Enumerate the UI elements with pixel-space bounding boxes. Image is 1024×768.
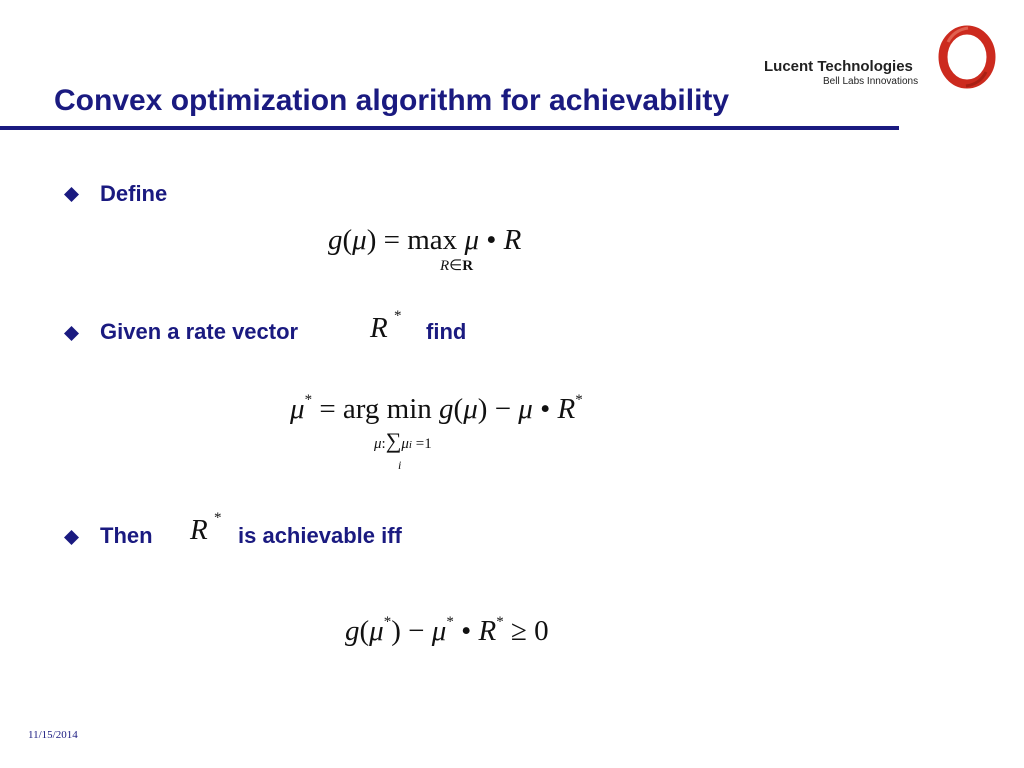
diamond-bullet-icon (64, 530, 79, 545)
logo-name: Lucent Technologies (764, 58, 913, 75)
bullet-given-rate-vector: Given a rate vector (100, 319, 299, 344)
equation-argmin: μ* = arg min g(μ) − μ • R* (290, 392, 583, 425)
diamond-bullet-icon (64, 326, 79, 341)
bullet-achievable-iff: is achievable iff (238, 523, 402, 548)
diamond-bullet-icon (64, 187, 79, 202)
bullet-marker (64, 326, 79, 341)
bullet-marker (64, 530, 79, 545)
footer-date: 11/15/2014 (28, 729, 78, 741)
equation-definition-subscript: R∈R (440, 258, 474, 274)
innovation-ring-icon (934, 22, 1000, 92)
equation-achievability-condition: g(μ*) − μ* • R* ≥ 0 (345, 614, 549, 647)
bullet-find: find (426, 319, 467, 344)
bullet-define: Define (100, 181, 168, 206)
bullet-marker (64, 187, 79, 202)
equation-argmin-subscript: μ:∑μi =1 (374, 428, 432, 453)
inline-r-star: R * (190, 510, 222, 546)
inline-r-star: R * (370, 308, 402, 344)
slide-title: Convex optimization algorithm for achievability (54, 84, 730, 117)
equation-definition: g(μ) = max μ • R (328, 224, 522, 256)
equation-argmin-sum-index: i (398, 458, 402, 472)
bullet-then: Then (100, 523, 153, 548)
logo-tagline: Bell Labs Innovations (823, 76, 919, 87)
title-underline (0, 126, 899, 130)
company-logo (762, 20, 1007, 92)
